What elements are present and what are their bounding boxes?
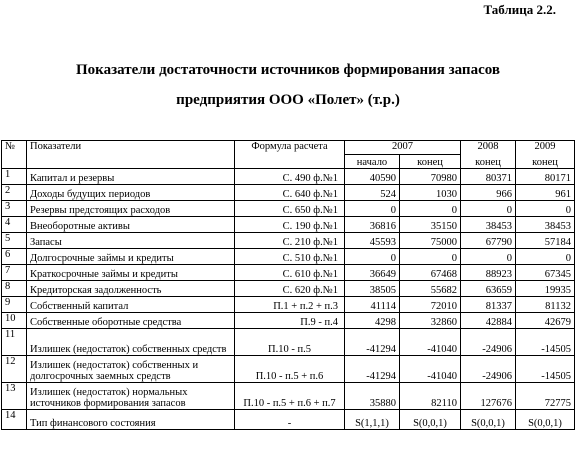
header-2007-end: конец (400, 155, 461, 169)
row-indicator: Излишек (недостаток) нормальных источников формирования запасов (27, 383, 235, 410)
row-2008-end: -24906 (461, 329, 516, 356)
row-indicator: Внеоборотные активы (27, 217, 235, 233)
row-2008-end: -24906 (461, 356, 516, 383)
row-number: 9 (2, 297, 27, 313)
row-2008-end: 966 (461, 185, 516, 201)
table-row (2, 249, 575, 265)
row-number: 13 (2, 383, 27, 410)
row-2007-start: 0 (345, 249, 400, 265)
table-row (2, 185, 575, 201)
row-number: 6 (2, 249, 27, 265)
row-2007-start: 35880 (345, 383, 400, 410)
row-2007-start: -41294 (345, 329, 400, 356)
table-row (2, 329, 575, 356)
row-2007-start: 41114 (345, 297, 400, 313)
table-row (2, 201, 575, 217)
row-2009-end: 72775 (516, 383, 575, 410)
row-formula: П.9 - п.4 (235, 313, 345, 329)
header-2007-start: начало (345, 155, 400, 169)
row-2008-end: 80371 (461, 169, 516, 185)
row-indicator: Излишек (недостаток) собственных и долгосрочных заемных средств (27, 356, 235, 383)
row-formula: С. 640 ф.№1 (235, 185, 345, 201)
row-2009-end: 19935 (516, 281, 575, 297)
row-2009-end: 57184 (516, 233, 575, 249)
row-2009-end: -14505 (516, 356, 575, 383)
row-number: 2 (2, 185, 27, 201)
row-2007-end: S(0,0,1) (400, 410, 461, 430)
row-indicator: Запасы (27, 233, 235, 249)
row-indicator: Излишек (недостаток) собственных средств (27, 329, 235, 356)
table-row (2, 169, 575, 185)
row-2009-end: S(0,0,1) (516, 410, 575, 430)
header-2009-end: конец (516, 155, 575, 169)
row-2008-end: 127676 (461, 383, 516, 410)
row-indicator: Кредиторская задолженность (27, 281, 235, 297)
row-2007-end: 72010 (400, 297, 461, 313)
table-row (2, 217, 575, 233)
header-formula: Формула расчета (235, 141, 345, 155)
row-formula: - (235, 410, 345, 430)
row-2007-start: 36816 (345, 217, 400, 233)
table-row (2, 383, 575, 410)
table-caption: Таблица 2.2. (483, 2, 556, 17)
row-number: 3 (2, 201, 27, 217)
header-2008-end: конец (461, 155, 516, 169)
row-2009-end: 80171 (516, 169, 575, 185)
row-2009-end: 38453 (516, 217, 575, 233)
row-2007-end: 35150 (400, 217, 461, 233)
row-2007-end: -41040 (400, 329, 461, 356)
row-2008-end: 38453 (461, 217, 516, 233)
row-formula: П.10 - п.5 (235, 329, 345, 356)
row-2007-start: 524 (345, 185, 400, 201)
header-row-1 (2, 141, 575, 155)
header-year-2008: 2008 (461, 141, 516, 155)
row-indicator: Краткосрочные займы и кредиты (27, 265, 235, 281)
row-formula: С. 190 ф.№1 (235, 217, 345, 233)
header-row-2 (2, 155, 575, 169)
indicators-table (1, 140, 575, 430)
row-formula: С. 620 ф.№1 (235, 281, 345, 297)
row-2008-end: 0 (461, 249, 516, 265)
row-2009-end: 0 (516, 249, 575, 265)
row-2009-end: -14505 (516, 329, 575, 356)
row-2007-end: 67468 (400, 265, 461, 281)
row-2007-end: 0 (400, 201, 461, 217)
row-2007-end: 70980 (400, 169, 461, 185)
document-title-line-2: предприятия ООО «Полет» (т.р.) (176, 92, 400, 108)
row-number: 4 (2, 217, 27, 233)
row-2007-start: 40590 (345, 169, 400, 185)
row-formula: С. 650 ф.№1 (235, 201, 345, 217)
table-row (2, 356, 575, 383)
row-2007-start: 36649 (345, 265, 400, 281)
row-number: 10 (2, 313, 27, 329)
row-2008-end: S(0,0,1) (461, 410, 516, 430)
row-2009-end: 81132 (516, 297, 575, 313)
row-2008-end: 81337 (461, 297, 516, 313)
table-row (2, 233, 575, 249)
row-2009-end: 0 (516, 201, 575, 217)
document-title-line-1: Показатели достаточности источников формирования запасов (76, 62, 500, 78)
row-2008-end: 63659 (461, 281, 516, 297)
row-formula: П.10 - п.5 + п.6 + п.7 (235, 383, 345, 410)
row-2009-end: 67345 (516, 265, 575, 281)
table-row (2, 313, 575, 329)
row-indicator: Тип финансового состояния (27, 410, 235, 430)
row-number: 14 (2, 410, 27, 430)
row-indicator: Собственный капитал (27, 297, 235, 313)
table-row (2, 265, 575, 281)
row-indicator: Собственные оборотные средства (27, 313, 235, 329)
row-2007-start: -41294 (345, 356, 400, 383)
table-row (2, 297, 575, 313)
row-2007-end: 0 (400, 249, 461, 265)
row-2008-end: 0 (461, 201, 516, 217)
header-no: № (2, 141, 27, 155)
row-2007-end: 82110 (400, 383, 461, 410)
row-formula: С. 510 ф.№1 (235, 249, 345, 265)
row-2007-start: S(1,1,1) (345, 410, 400, 430)
row-formula: С. 610 ф.№1 (235, 265, 345, 281)
row-2007-start: 45593 (345, 233, 400, 249)
row-2007-start: 4298 (345, 313, 400, 329)
row-indicator: Резервы предстоящих расходов (27, 201, 235, 217)
row-2008-end: 42884 (461, 313, 516, 329)
row-2007-end: 55682 (400, 281, 461, 297)
row-2009-end: 961 (516, 185, 575, 201)
row-indicator: Доходы будущих периодов (27, 185, 235, 201)
row-formula: П.10 - п.5 + п.6 (235, 356, 345, 383)
row-2007-end: 75000 (400, 233, 461, 249)
row-2008-end: 67790 (461, 233, 516, 249)
row-2008-end: 88923 (461, 265, 516, 281)
row-number: 5 (2, 233, 27, 249)
row-number: 12 (2, 356, 27, 383)
row-number: 8 (2, 281, 27, 297)
header-indicator: Показатели (27, 141, 235, 155)
row-indicator: Долгосрочные займы и кредиты (27, 249, 235, 265)
row-2007-start: 0 (345, 201, 400, 217)
row-number: 11 (2, 329, 27, 356)
row-formula: С. 490 ф.№1 (235, 169, 345, 185)
row-indicator: Капитал и резервы (27, 169, 235, 185)
row-formula: С. 210 ф.№1 (235, 233, 345, 249)
row-2007-end: -41040 (400, 356, 461, 383)
row-2009-end: 42679 (516, 313, 575, 329)
row-number: 1 (2, 169, 27, 185)
row-number: 7 (2, 265, 27, 281)
header-year-2009: 2009 (516, 141, 575, 155)
table-row (2, 281, 575, 297)
row-2007-start: 38505 (345, 281, 400, 297)
row-formula: П.1 + п.2 + п.3 (235, 297, 345, 313)
row-2007-end: 1030 (400, 185, 461, 201)
table-row (2, 410, 575, 430)
row-2007-end: 32860 (400, 313, 461, 329)
header-year-2007: 2007 (345, 141, 461, 155)
